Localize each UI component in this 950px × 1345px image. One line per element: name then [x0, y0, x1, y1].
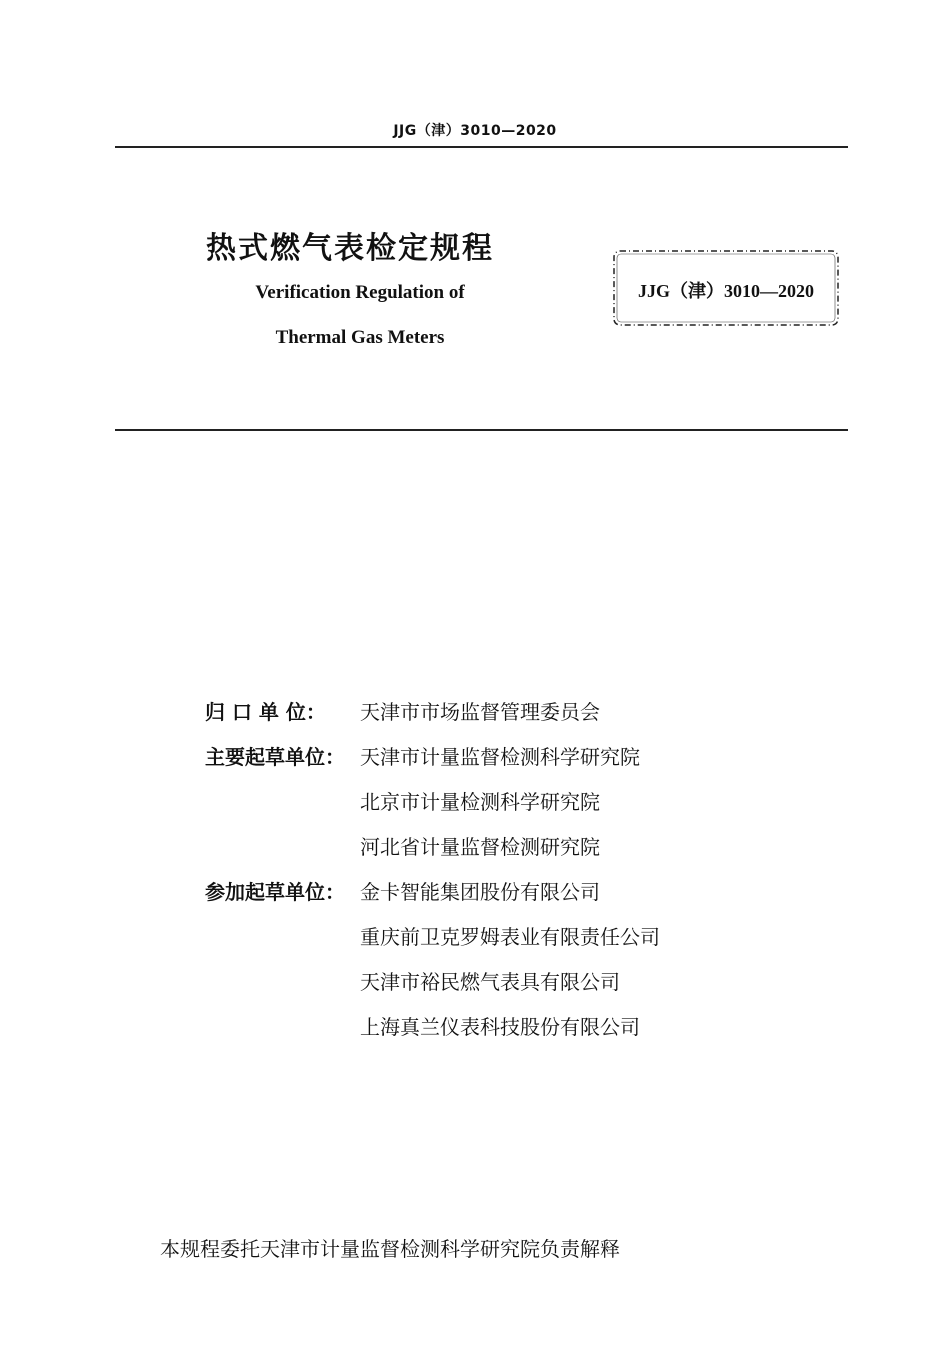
- main-drafters-row: [205, 790, 600, 814]
- main-drafter: 天津市计量监督检测科学研究院: [360, 745, 640, 769]
- standard-code: JJG（津）3010—2020: [637, 281, 814, 301]
- title-chinese: 热式燃气表检定规程: [206, 231, 494, 266]
- responsible-unit-value: 天津市市场监督管理委员会: [360, 700, 600, 724]
- participating-drafter: 天津市裕民燃气表具有限公司: [360, 970, 620, 994]
- responsible-unit-row: [205, 700, 600, 724]
- interpretation-note: 本规程委托天津市计量监督检测科学研究院负责解释: [160, 1237, 620, 1261]
- participating-drafters-row: [205, 1015, 640, 1039]
- participating-drafters-row: [205, 925, 660, 949]
- main-drafters-row: [205, 745, 640, 769]
- participating-drafters-row: [205, 970, 620, 994]
- header-divider: [115, 146, 848, 148]
- main-drafters-label: 主要起草单位：: [205, 745, 345, 769]
- running-header: JJG（津）3010—2020: [393, 123, 557, 139]
- main-drafters-row: [205, 835, 600, 859]
- standard-code-box: [611, 248, 841, 328]
- participating-drafter: 上海真兰仪表科技股份有限公司: [360, 1015, 640, 1039]
- main-drafter: 北京市计量检测科学研究院: [360, 790, 600, 814]
- responsible-unit-label: 归 口 单 位：: [205, 700, 326, 724]
- main-drafter: 河北省计量监督检测研究院: [360, 835, 600, 859]
- title-divider: [115, 429, 848, 431]
- participating-drafter: 金卡智能集团股份有限公司: [360, 880, 600, 904]
- participating-drafters-row: [205, 880, 600, 904]
- title-english-line-1: Verification Regulation of: [255, 282, 465, 303]
- title-english-line-2: Thermal Gas Meters: [275, 327, 445, 348]
- participating-drafters-label: 参加起草单位：: [205, 880, 345, 904]
- participating-drafter: 重庆前卫克罗姆表业有限责任公司: [360, 925, 660, 949]
